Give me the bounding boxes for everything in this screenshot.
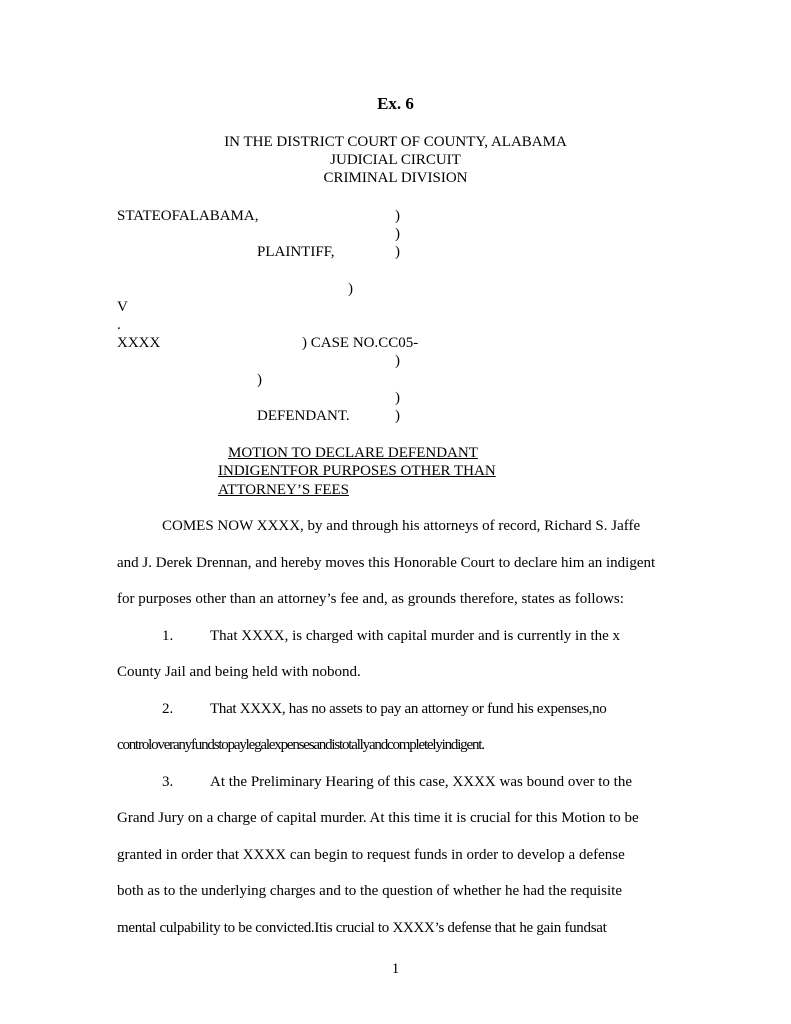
caption-paren: ) (257, 372, 262, 388)
body-line: controloveranyfundstopaylegalexpensesandistotallyandcompletelyindigent. (117, 737, 484, 753)
body-line: granted in order that XXXX can begin to request funds in order to develop a defense (117, 847, 625, 863)
court-heading-line: CRIMINAL DIVISION (323, 170, 468, 186)
item-number: 2. (162, 701, 174, 717)
body-line: At the Preliminary Hearing of this case, XXXX was bound over to the (210, 774, 632, 790)
body-line: for purposes other than an attorney’s fee and, as grounds therefore, states as follows: (117, 591, 624, 607)
caption-paren: ) (395, 408, 400, 424)
motion-title-line: INDIGENTFOR PURPOSES OTHER THAN (218, 463, 496, 479)
caption-paren: ) (395, 390, 400, 406)
item-number: 3. (162, 774, 174, 790)
caption-paren: ) (395, 244, 400, 260)
versus-dot: . (117, 317, 121, 333)
body-line: and J. Derek Drennan, and hereby moves this Honorable Court to declare him an indigent (117, 555, 656, 571)
defendant-name: XXXX (117, 335, 161, 351)
court-heading-line: JUDICIAL CIRCUIT (330, 152, 461, 168)
court-heading-line: IN THE DISTRICT COURT OF COUNTY, ALABAMA (224, 134, 567, 150)
caption-paren: ) (395, 226, 400, 242)
caption-paren: ) (395, 353, 400, 369)
page-number: 1 (391, 961, 400, 977)
caption-paren: ) (395, 208, 400, 224)
plaintiff-role: PLAINTIFF, (257, 244, 335, 260)
body-line: County Jail and being held with nobond. (117, 664, 361, 680)
body-line: Grand Jury on a charge of capital murder. At this time it is crucial for this Motion to be (117, 810, 639, 826)
versus-label: V (117, 299, 128, 315)
case-number: ) CASE NO.CC05- (302, 335, 419, 351)
caption-paren: ) (348, 281, 353, 297)
motion-title-line: ATTORNEY’S FEES (218, 482, 349, 498)
item-number: 1. (162, 628, 174, 644)
body-line: That XXXX, has no assets to pay an attorney or fund his expenses,no (210, 701, 607, 717)
body-line: COMES NOW XXXX, by and through his attorneys of record, Richard S. Jaffe (162, 518, 641, 534)
court-heading (0, 133, 791, 187)
body-line: both as to the underlying charges and to the question of whether he had the requisite (117, 883, 623, 899)
motion-title-line: MOTION TO DECLARE DEFENDANT (228, 445, 478, 461)
defendant-role: DEFENDANT. (257, 408, 350, 424)
exhibit-label: Ex. 6 (377, 94, 414, 113)
body-line: That XXXX, is charged with capital murder and is currently in the x (210, 628, 621, 644)
plaintiff-name: STATEOFALABAMA, (117, 208, 259, 224)
body-line: mental culpability to be convicted.Itis crucial to XXXX’s defense that he gain fundsat (117, 920, 607, 936)
